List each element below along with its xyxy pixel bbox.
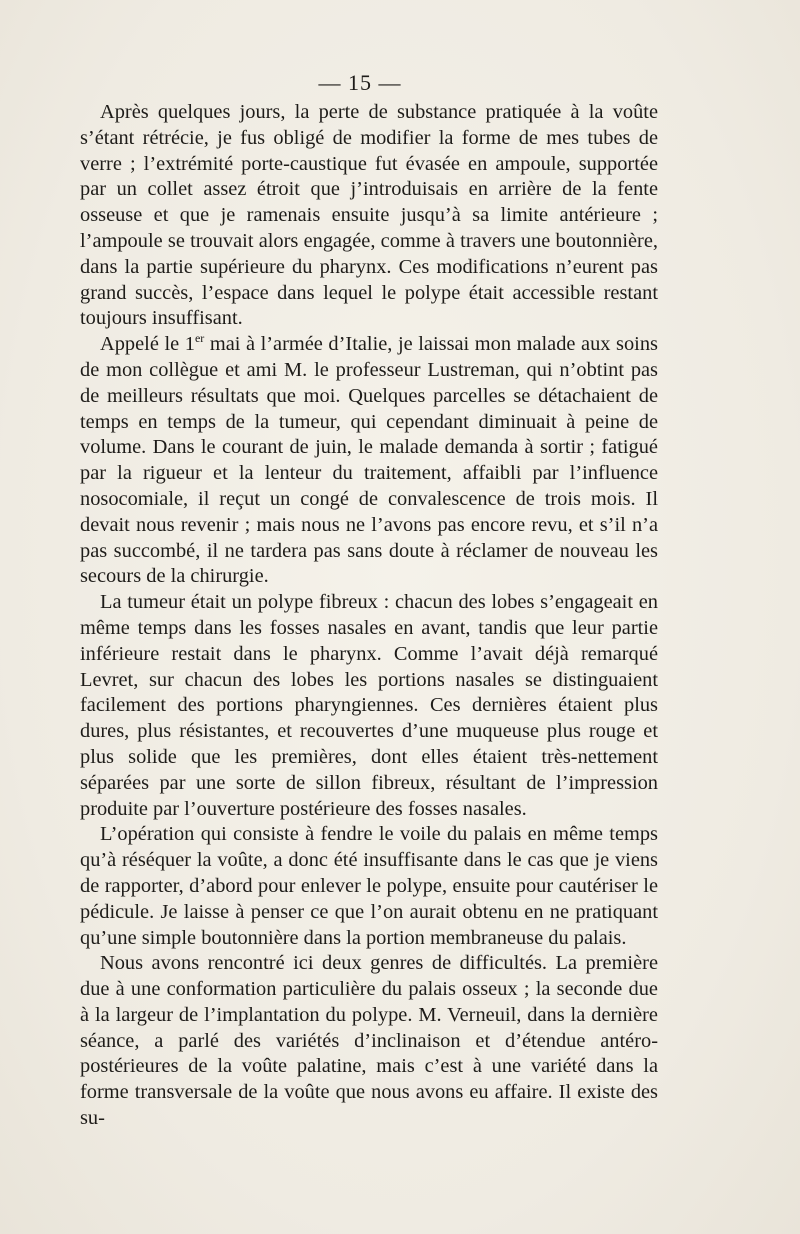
paragraph-3: La tumeur était un polype fibreux : chacun des lobes s’engageait en même temps dans les fosses nasales en avant, tandis que leur partie inférieure restait dans le pharynx. Comme l’avait déjà remarqué Levret, sur chacun des lobes les portions nasales se distinguaient facilement des portions pharyngiennes. Ces dernières étaient plus dures, plus résistantes, et recouvertes d’une muqueuse plus rouge et plus solide que les premières, dont elles étaient très-nettement séparées par une sorte de sillon fibreux, résultant de l’impression produite par l’ouverture postérieure des fosses nasales. [80,591,658,820]
body-text [80,100,658,1132]
paragraph-4: L’opération qui consiste à fendre le voile du palais en même temps qu’à réséquer la voûte, a donc été insuffisante dans le cas que je viens de rapporter, d’abord pour enlever le polype, ensuite pour cautériser le pédicule. Je laisse à penser ce que l’on aurait obtenu en ne pratiquant qu’une simple boutonnière dans la portion membraneuse du palais. [80,823,658,949]
paragraph-2-start: Appelé le 1 [100,333,195,356]
paragraph-1: Après quelques jours, la perte de substance pratiquée à la voûte s’étant rétrécie, je fus obligé de modifier la forme de mes tubes de verre ; l’extrémité porte-caustique fut évasée en ampoule, supportée par un collet assez étroit que j’introduisais en arrière de la fente osseuse et que je ramenais ensuite jusqu’à sa limite antérieure ; l’ampoule se trouvait alors engagée, comme à travers une boutonnière, dans la partie supérieure du pharynx. Ces modifications n’eurent pas grand succès, l’espace dans lequel le polype était accessible restant toujours insuffisant. [80,101,658,330]
paragraph-2 [80,332,658,590]
paragraph-2-rest: mai à l’armée d’Italie, je laissai mon malade aux soins de mon collègue et ami M. le professeur Lustreman, qui n’obtint pas de meilleurs résultats que moi. Quelques parcelles se détachaient de temps en temps de la tumeur, qui cependant diminuait à peine de volume. Dans le courant de juin, le malade demanda à sortir ; fatigué par la rigueur et la lenteur du traitement, affaibli par l’influence nosocomiale, il reçut un congé de convalescence de trois mois. Il devait nous revenir ; mais nous ne l’avons pas encore revu, et s’il n’a pas succombé, il ne tardera pas sans doute à réclamer de nouveau les secours de la chirurgie. [80,333,658,588]
paragraph-5: Nous avons rencontré ici deux genres de difficultés. La première due à une conformation particulière du palais osseux ; la seconde due à la largeur de l’implantation du polype. M. Verneuil, dans la dernière séance, a parlé des variétés d’inclinaison et d’étendue antéro-postérieures de la voûte palatine, mais c’est à une variété dans la forme transversale de la voûte que nous avons eu affaire. Il existe des su- [80,952,658,1130]
page-number: — 15 — [318,70,402,95]
ordinal-superscript: er [194,331,205,346]
